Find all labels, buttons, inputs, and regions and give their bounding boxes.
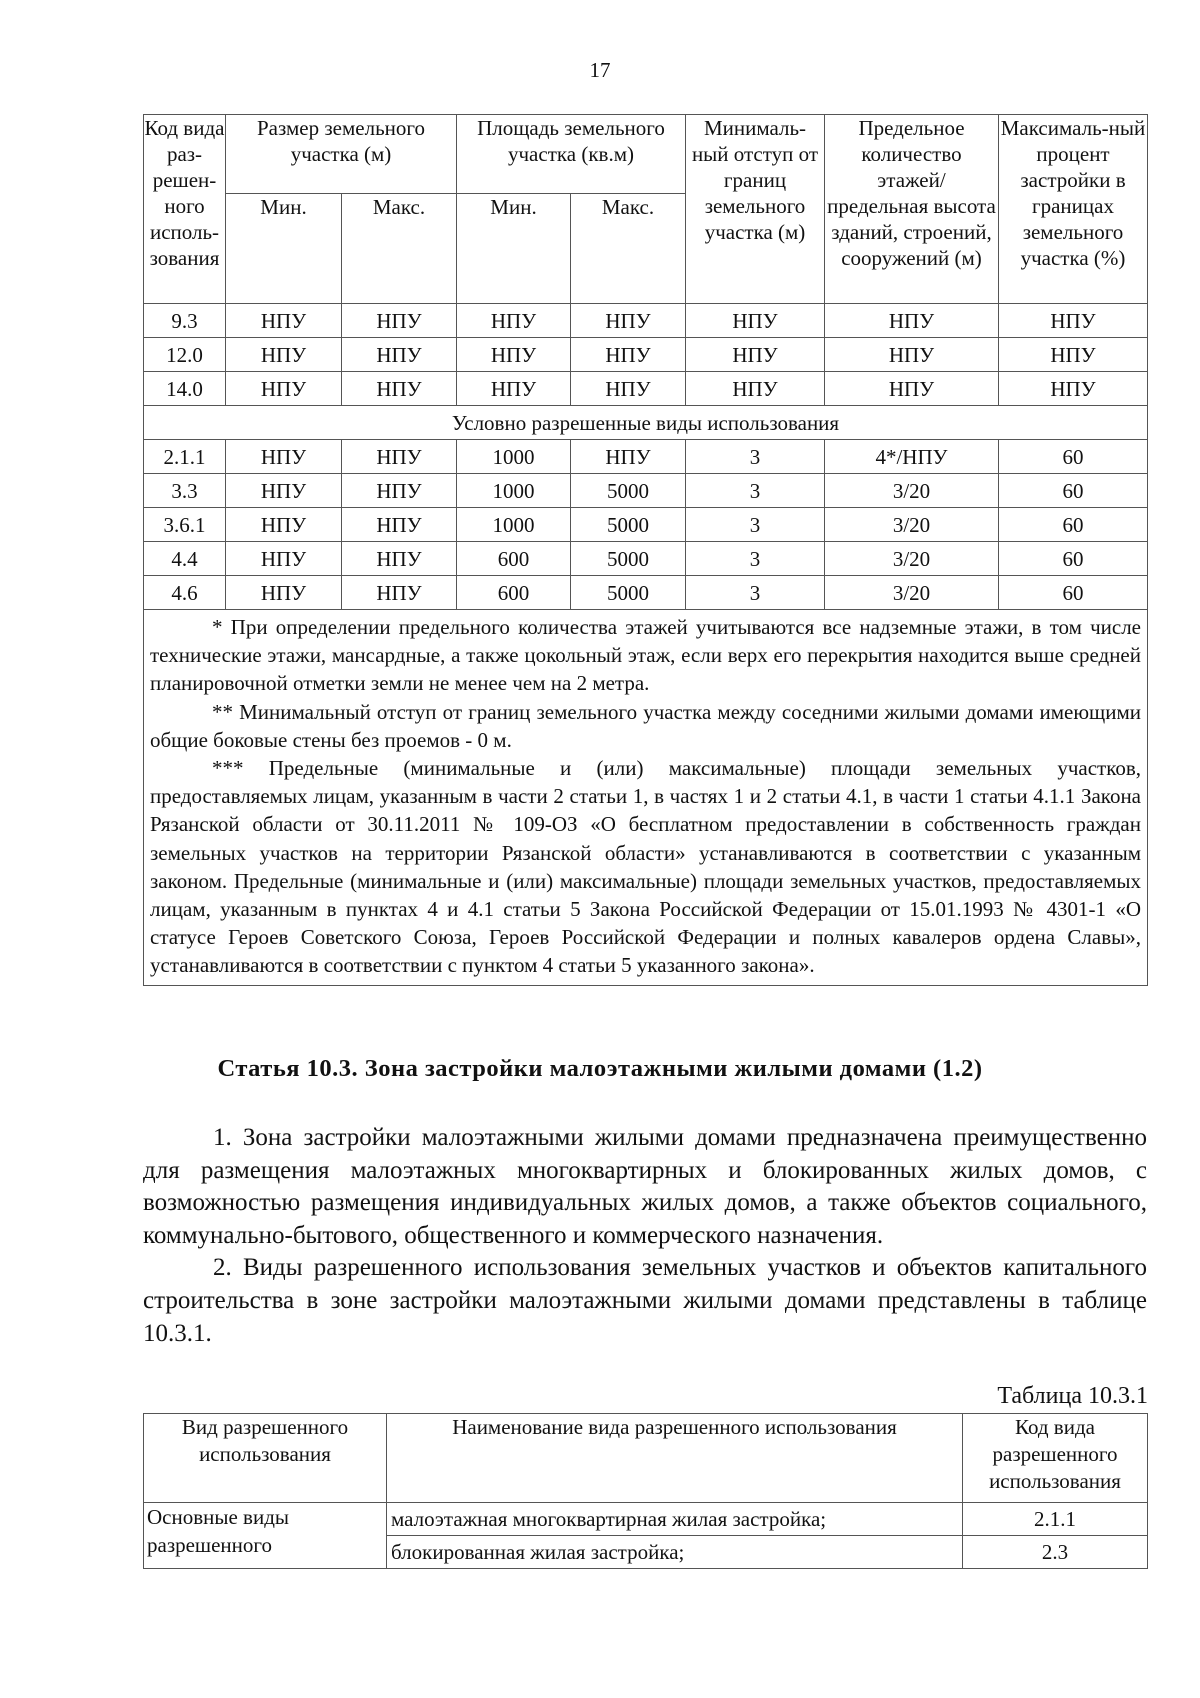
table-cell: 1000	[457, 440, 571, 474]
table-row	[144, 304, 1148, 338]
table-cell: НПУ	[825, 372, 999, 406]
page-number: 17	[589, 58, 611, 82]
use-code: 2.3	[963, 1536, 1148, 1569]
article-heading: Статья 10.3. Зона застройки малоэтажными жилыми домами (1.2)	[217, 1055, 983, 1082]
conditional-use-rows	[144, 440, 1148, 610]
table-cell: НПУ	[226, 576, 342, 610]
table-cell: НПУ	[342, 440, 457, 474]
table-cell: 5000	[571, 576, 686, 610]
header-floors: Предельное количество этажей/ предельная высота зданий, строений, сооружений (м)	[825, 115, 999, 304]
table-cell: 5000	[571, 474, 686, 508]
table-cell: НПУ	[226, 304, 342, 338]
section-title: Условно разрешенные виды использования	[144, 406, 1148, 440]
header-area-min: Мин.	[457, 194, 571, 304]
table-cell: НПУ	[457, 338, 571, 372]
header-area-max: Макс.	[571, 194, 686, 304]
table-cell: 4*/НПУ	[825, 440, 999, 474]
table-row	[144, 440, 1148, 474]
table-cell: НПУ	[686, 372, 825, 406]
table-cell: 5000	[571, 542, 686, 576]
table-row	[144, 542, 1148, 576]
group-label: Основные виды разрешенного	[144, 1503, 387, 1569]
table-cell: 9.3	[144, 304, 226, 338]
table-row	[144, 576, 1148, 610]
table-cell: НПУ	[342, 372, 457, 406]
table-cell: 3/20	[825, 542, 999, 576]
table-cell: 3.3	[144, 474, 226, 508]
table-caption: Таблица 10.3.1	[997, 1383, 1148, 1409]
table-cell: 1000	[457, 508, 571, 542]
table-notes	[144, 610, 1148, 986]
table-cell: 3	[686, 576, 825, 610]
permitted-use-table	[143, 1413, 1148, 1569]
table-cell: НПУ	[999, 304, 1148, 338]
table-cell: 3.6.1	[144, 508, 226, 542]
use-name: блокированная жилая застройка;	[387, 1536, 963, 1569]
table-cell: 12.0	[144, 338, 226, 372]
paragraph-2: 2. Виды разрешенного использования земельных участков и объектов капитального строительства в зоне застройки малоэтажными жилыми домами представлены в таблице 10.3.1.	[143, 1254, 1147, 1347]
header-use-name: Наименование вида разрешенного использования	[387, 1414, 963, 1503]
table-cell: 2.1.1	[144, 440, 226, 474]
header-size: Размер земельного участка (м)	[226, 115, 457, 194]
table-cell: НПУ	[457, 372, 571, 406]
table-cell: 60	[999, 508, 1148, 542]
table-cell: 60	[999, 542, 1148, 576]
table-cell: НПУ	[457, 304, 571, 338]
header-size-min: Мин.	[226, 194, 342, 304]
table-cell: НПУ	[226, 508, 342, 542]
table-cell: НПУ	[226, 440, 342, 474]
table-cell: НПУ	[342, 576, 457, 610]
header-use-code: Код вида разрешенного использования	[963, 1414, 1148, 1503]
table-cell: НПУ	[226, 542, 342, 576]
table-cell: НПУ	[686, 338, 825, 372]
header-offset: Минималь-ный отступ от границ земельного участка (м)	[686, 115, 825, 304]
table-cell: НПУ	[342, 304, 457, 338]
table-cell: НПУ	[226, 474, 342, 508]
note-3: *** Предельные (минимальные и (или) максимальные) площади земельных участков, предоставляемых лицам, указанным в части 2 статьи 1, в частях 1 и 2 статьи 4.1, в части 1 статьи 4.1.1 Закона Рязанской области от 30.11.2011 № 109-ОЗ «О бесплатном предоставлении в собственность граждан земельных участков на территории Рязанской области» устанавливаются в соответствии с указанным законом. Предельные (минимальные и (или) максимальные) площади земельных участков, предоставляемых лицам, указанным в пунктах 4 и 4.1 статьи 5 Закона Российской Федерации от 15.01.1993 № 4301-1 «О статусе Героев Советского Союза, Героев Российской Федерации и полных кавалеров ордена Славы», устанавливаются в соответствии с пунктом 4 статьи 5 указанного закона».	[150, 756, 1141, 978]
table-cell: 60	[999, 474, 1148, 508]
header-code: Код вида раз-решен-ного исполь-зования	[144, 115, 226, 304]
table-cell: 600	[457, 576, 571, 610]
table-cell: НПУ	[342, 474, 457, 508]
table-cell: 3	[686, 474, 825, 508]
table-cell: 5000	[571, 508, 686, 542]
table-cell: НПУ	[999, 372, 1148, 406]
note-2: ** Минимальный отступ от границ земельного участка между соседними жилыми домами имеющими общие боковые стены без проемов - 0 м.	[150, 699, 1141, 752]
table-cell: 3	[686, 542, 825, 576]
table-cell: 1000	[457, 474, 571, 508]
article-body	[143, 1122, 1147, 1350]
table-cell: НПУ	[226, 372, 342, 406]
header-use-type: Вид разрешенного использования	[144, 1414, 387, 1503]
note-1: * При определении предельного количества этажей учитываются все надземные этажи, в том числе технические этажи, мансардные, а также цокольный этаж, если верх его перекрытия находится выше средней планировочной отметки земли не менее чем на 2 метра.	[150, 615, 1141, 696]
table-cell: 60	[999, 576, 1148, 610]
table-cell: НПУ	[342, 508, 457, 542]
header-size-max: Макс.	[342, 194, 457, 304]
paragraph-1: 1. Зона застройки малоэтажными жилыми домами предназначена преимущественно для размещения малоэтажных многоквартирных и блокированных жилых домов, с возможностью размещения индивидуальных жилых домов, а также объектов социального, коммунально-бытового, общественного и коммерческого назначения.	[143, 1124, 1147, 1249]
header-percent: Максималь-ный процент застройки в границах земельного участка (%)	[999, 115, 1148, 304]
table-cell: 600	[457, 542, 571, 576]
table-cell: НПУ	[571, 304, 686, 338]
table-cell: 3/20	[825, 576, 999, 610]
table-cell: 4.6	[144, 576, 226, 610]
table-cell: НПУ	[825, 338, 999, 372]
use-name: малоэтажная многоквартирная жилая застройка;	[387, 1503, 963, 1536]
table-cell: 3/20	[825, 508, 999, 542]
table-cell: НПУ	[999, 338, 1148, 372]
table-cell: НПУ	[571, 440, 686, 474]
table-cell: НПУ	[686, 304, 825, 338]
table-cell: 14.0	[144, 372, 226, 406]
table-cell: 3/20	[825, 474, 999, 508]
table-row	[144, 338, 1148, 372]
main-use-rows	[144, 304, 1148, 406]
header-area: Площадь земельного участка (кв.м)	[457, 115, 686, 194]
land-parameters-table	[143, 114, 1148, 986]
use-code: 2.1.1	[963, 1503, 1148, 1536]
table-cell: НПУ	[226, 338, 342, 372]
table-cell: НПУ	[571, 338, 686, 372]
table-cell: 3	[686, 508, 825, 542]
table-cell: НПУ	[342, 338, 457, 372]
table-cell: 60	[999, 440, 1148, 474]
table-cell: НПУ	[571, 372, 686, 406]
table-row	[144, 474, 1148, 508]
table-row	[144, 372, 1148, 406]
table-cell: 3	[686, 440, 825, 474]
table-cell: 4.4	[144, 542, 226, 576]
table-cell: НПУ	[825, 304, 999, 338]
table-cell: НПУ	[342, 542, 457, 576]
table-row	[144, 508, 1148, 542]
